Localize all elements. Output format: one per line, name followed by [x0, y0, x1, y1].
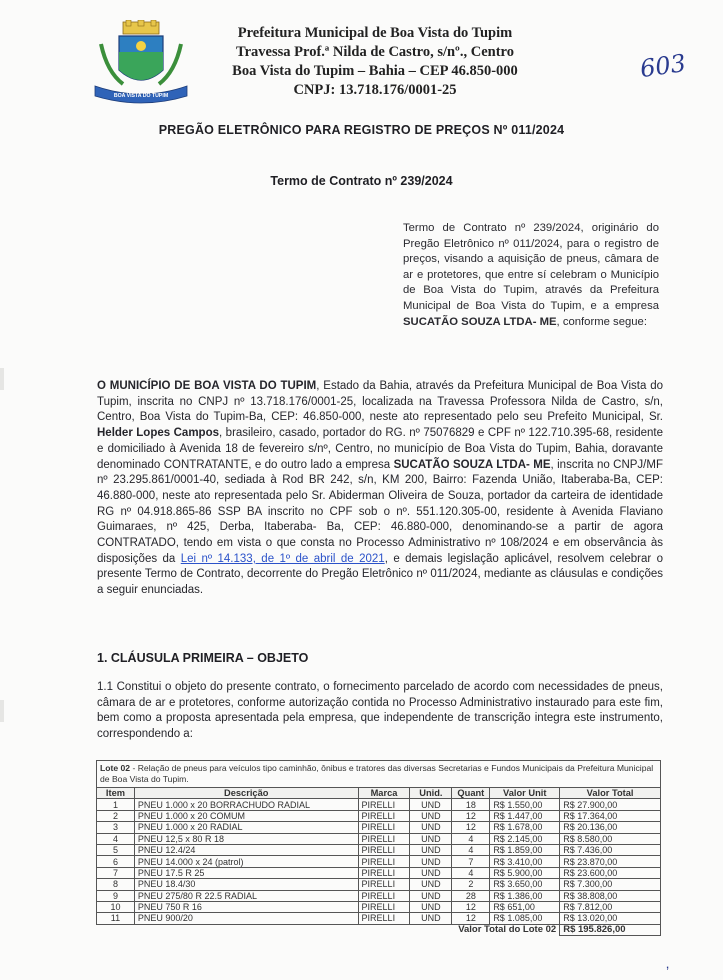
cell-description: PNEU 12.4/24 — [134, 844, 358, 855]
cell-unit-value: R$ 1.085,00 — [490, 913, 560, 924]
cell-item: 7 — [97, 867, 135, 878]
lote-description: - Relação de pneus para veículos tipo caminhão, ônibus e tratores das diversas Secretarias e Fundos Municipais da Prefeitura Municipal de Boa Vista do Tupim. — [100, 763, 654, 784]
header-brand: Marca — [358, 788, 410, 799]
abstract-tail: , conforme segue: — [556, 315, 647, 328]
cell-brand: PIRELLI — [358, 901, 410, 912]
cell-quantity: 4 — [452, 867, 490, 878]
contract-abstract — [403, 221, 659, 330]
cell-total-value: R$ 20.136,00 — [560, 822, 661, 833]
cell-description: PNEU 1.000 x 20 RADIAL — [134, 822, 358, 833]
cell-unit: UND — [410, 810, 452, 821]
letterhead — [200, 24, 550, 100]
cell-unit-value: R$ 2.145,00 — [490, 833, 560, 844]
items-table — [96, 787, 661, 936]
cell-brand: PIRELLI — [358, 867, 410, 878]
cell-unit-value: R$ 1.447,00 — [490, 810, 560, 821]
abstract-text: Termo de Contrato nº 239/2024, originário do Pregão Eletrônico nº 011/2024, para o registro de preços, visando a aquisição de pneus, câmara de ar e protetores, que entre sí celebram o Município de Boa Vista do Tupim, através da Prefeitura Municipal de Boa Vista do Tupim, e a empresa — [403, 222, 659, 312]
cell-unit: UND — [410, 799, 452, 810]
items-table-container — [96, 760, 661, 936]
cell-brand: PIRELLI — [358, 833, 410, 844]
pen-tick-mark: ‚ — [666, 955, 670, 971]
cell-total-value: R$ 7.812,00 — [560, 901, 661, 912]
lote-title — [96, 760, 661, 787]
cell-unit-value: R$ 3.650,00 — [490, 879, 560, 890]
cell-total-value: R$ 17.364,00 — [560, 810, 661, 821]
cell-unit-value: R$ 1.550,00 — [490, 799, 560, 810]
table-row — [97, 810, 661, 821]
document-heading: PREGÃO ELETRÔNICO PARA REGISTRO DE PREÇOS Nº 011/2024 — [158, 123, 565, 137]
cell-brand: PIRELLI — [358, 890, 410, 901]
header-item: Item — [97, 788, 135, 799]
cell-total-value: R$ 7.300,00 — [560, 879, 661, 890]
total-label: Valor Total do Lote 02 — [97, 924, 560, 935]
table-row — [97, 867, 661, 878]
abstract-company: SUCATÃO SOUZA LTDA- ME — [403, 315, 557, 328]
cell-quantity: 2 — [452, 879, 490, 890]
cell-brand: PIRELLI — [358, 844, 410, 855]
cell-description: PNEU 1.000 x 20 COMUM — [134, 810, 358, 821]
table-header-row — [97, 788, 661, 799]
cell-unit-value: R$ 3.410,00 — [490, 856, 560, 867]
cell-quantity: 7 — [452, 856, 490, 867]
cell-unit: UND — [410, 901, 452, 912]
table-row — [97, 833, 661, 844]
cell-brand: PIRELLI — [358, 799, 410, 810]
cell-unit: UND — [410, 822, 452, 833]
cell-brand: PIRELLI — [358, 856, 410, 867]
cell-item: 8 — [97, 879, 135, 890]
cell-quantity: 12 — [452, 810, 490, 821]
header-unit-value: Valor Unit — [490, 788, 560, 799]
header-total-value: Valor Total — [560, 788, 661, 799]
letterhead-cnpj: CNPJ: 13.718.176/0001-25 — [293, 82, 457, 98]
cell-item: 6 — [97, 856, 135, 867]
cell-item: 3 — [97, 822, 135, 833]
table-body — [97, 799, 661, 936]
cell-unit: UND — [410, 833, 452, 844]
total-value: R$ 195.826,00 — [560, 924, 661, 935]
header-quantity: Quant — [452, 788, 490, 799]
cell-item: 11 — [97, 913, 135, 924]
cell-description: PNEU 14.000 x 24 (patrol) — [134, 856, 358, 867]
cell-unit: UND — [410, 844, 452, 855]
law-link[interactable]: Lei nº 14.133, de 1º de abril de 2021 — [180, 552, 385, 565]
cell-brand: PIRELLI — [358, 822, 410, 833]
preamble-text-2: , brasileiro, casado, portador do RG. nº 75076829 e CPF nº 122.710.395-68, residente e domiciliado à Avenida 18 de fevereiro s/nº, Centro, no município de Boa Vista do Tupim, Bahia, doravante denominado CONTRATANTE, e do outro lado a empresa — [97, 427, 663, 471]
cell-quantity: 4 — [452, 844, 490, 855]
section-title: 1. CLÁUSULA PRIMEIRA – OBJETO — [97, 651, 309, 665]
cell-description: PNEU 275/80 R 22.5 RADIAL — [134, 890, 358, 901]
cell-unit-value: R$ 5.900,00 — [490, 867, 560, 878]
cell-quantity: 18 — [452, 799, 490, 810]
cell-brand: PIRELLI — [358, 810, 410, 821]
letterhead-city: Boa Vista do Tupim – Bahia – CEP 46.850-000 — [232, 63, 518, 79]
logo-ribbon-text: BOA VISTA DO TUPIM — [113, 93, 169, 99]
header-unit: Unid. — [410, 788, 452, 799]
cell-description: PNEU 18.4/30 — [134, 879, 358, 890]
cell-total-value: R$ 23.600,00 — [560, 867, 661, 878]
handwritten-page-number: 603 — [638, 48, 688, 84]
cell-quantity: 4 — [452, 833, 490, 844]
preamble-text-1: , Estado da Bahia, através da Prefeitura Municipal de Boa Vista do Tupim, inscrita no CNPJ nº 13.718.176/0001-25, localizada na Travessa Professora Nilda de Castro, s/n, Centro, Boa Vista do Tupim-Ba, CEP: 46.850-000, neste ato representado pelo seu Prefeito Municipal, Sr. — [97, 380, 663, 424]
cell-item: 9 — [97, 890, 135, 901]
cell-total-value: R$ 23.870,00 — [560, 856, 661, 867]
cell-item: 2 — [97, 810, 135, 821]
cell-total-value: R$ 27.900,00 — [560, 799, 661, 810]
cell-item: 10 — [97, 901, 135, 912]
cell-description: PNEU 750 R 16 — [134, 901, 358, 912]
table-row — [97, 913, 661, 924]
cell-quantity: 28 — [452, 890, 490, 901]
cell-total-value: R$ 38.808,00 — [560, 890, 661, 901]
table-row — [97, 901, 661, 912]
cell-total-value: R$ 8.580,00 — [560, 833, 661, 844]
preamble-municipality: O MUNICÍPIO DE BOA VISTA DO TUPIM — [97, 380, 317, 392]
letterhead-address: Travessa Prof.ª Nilda de Castro, s/nº., Centro — [236, 44, 514, 60]
cell-quantity: 12 — [452, 822, 490, 833]
coat-of-arms-logo — [93, 20, 189, 108]
contract-title: Termo de Contrato nº 239/2024 — [270, 174, 453, 188]
cell-unit: UND — [410, 913, 452, 924]
cell-quantity: 12 — [452, 901, 490, 912]
table-row — [97, 856, 661, 867]
cell-unit: UND — [410, 856, 452, 867]
table-total-row — [97, 924, 661, 935]
preamble-text-4: , e demais legislação aplicável, resolvem celebrar o presente Termo de Contrato, decorrente do Pregão Eletrônico nº 011/2024, mediante as cláusulas e condições a seguir enunciadas. — [97, 552, 663, 597]
table-row — [97, 890, 661, 901]
table-row — [97, 844, 661, 855]
lote-label: Lote 02 — [100, 763, 131, 773]
header-description: Descrição — [134, 788, 358, 799]
scan-edge-mark — [0, 368, 4, 390]
cell-total-value: R$ 7.436,00 — [560, 844, 661, 855]
cell-brand: PIRELLI — [358, 913, 410, 924]
letterhead-title: Prefeitura Municipal de Boa Vista do Tupim — [237, 25, 513, 41]
table-row — [97, 822, 661, 833]
table-row — [97, 879, 661, 890]
cell-description: PNEU 12,5 x 80 R 18 — [134, 833, 358, 844]
cell-unit-value: R$ 1.678,00 — [490, 822, 560, 833]
cell-unit: UND — [410, 867, 452, 878]
cell-item: 4 — [97, 833, 135, 844]
cell-unit: UND — [410, 879, 452, 890]
table-row — [97, 799, 661, 810]
preamble-text-3: , inscrita no CNPJ/MF nº 23.295.861/0001-40, sediada à Rod BR 242, s/n, KM 200, Bairro: Fazenda União, Itaberaba-Ba, CEP: 46.880-000, neste ato representada pelo Sr. Abiderman Oliveira de Souza, portador da carteira de identidade RG nº 04.918.865-86 SSP BA inscrito no CPF sob o nº. 551.120.305-00, residente à Avenida Flaviano Guimaraes, nº 425, Derba, Itaberaba- Ba, CEP: 46.880-000, denominando-se a partir de agora CONTRATADO, tendo em vista o que consta no Processo Administrativo nº 108/2024 e em observância às disposições da — [97, 458, 663, 565]
clause-1-1: 1.1 Constitui o objeto do presente contrato, o fornecimento parcelado de acordo com necessidades de pneus, câmara de ar e protetores, conforme autorização contida no Processo Administrativo instaurado para este fim, bem como a proposta apresentada pela empresa, que independente de transcrição integra este instrumento, correspondendo a: — [97, 681, 663, 741]
cell-unit-value: R$ 1.386,00 — [490, 890, 560, 901]
scan-edge-mark — [0, 700, 4, 722]
cell-total-value: R$ 13.020,00 — [560, 913, 661, 924]
preamble-mayor: Helder Lopes Campos — [97, 427, 219, 440]
cell-description: PNEU 17.5 R 25 — [134, 867, 358, 878]
cell-brand: PIRELLI — [358, 879, 410, 890]
cell-description: PNEU 900/20 — [134, 913, 358, 924]
cell-unit: UND — [410, 890, 452, 901]
cell-description: PNEU 1.000 x 20 BORRACHUDO RADIAL — [134, 799, 358, 810]
cell-item: 5 — [97, 844, 135, 855]
contract-preamble — [97, 379, 663, 599]
cell-unit-value: R$ 1.859,00 — [490, 844, 560, 855]
preamble-company: SUCATÃO SOUZA LTDA- ME — [393, 458, 551, 471]
cell-quantity: 12 — [452, 913, 490, 924]
cell-item: 1 — [97, 799, 135, 810]
cell-unit-value: R$ 651,00 — [490, 901, 560, 912]
